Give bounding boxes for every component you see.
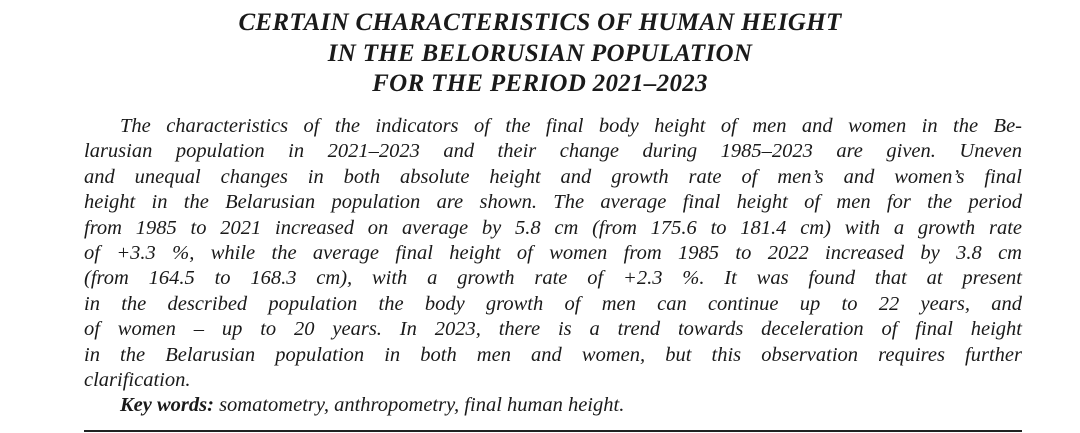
abstract-line: The characteristics of the indicators of the final body height of men and women in the Be-	[120, 115, 1022, 137]
abstract-line: height in the Belarusian population are shown. The average final height of men for the period	[84, 191, 1022, 214]
abstract-line: and unequal changes in both absolute height and growth rate of men’s and women’s final	[84, 165, 1022, 188]
keywords-label: Key words:	[120, 394, 214, 417]
paper-title	[0, 8, 1080, 100]
abstract-line: in the described population the body growth of men can continue up to 22 years, and	[84, 292, 1022, 315]
abstract	[84, 114, 1022, 419]
abstract-line: in the Belarusian population in both men and women, but this observation requires further	[84, 343, 1022, 366]
divider-rule	[84, 430, 1022, 432]
keywords	[84, 393, 1022, 418]
abstract-line: from 1985 to 2021 increased on average by 5.8 cm (from 175.6 to 181.4 cm) with a growth rate	[84, 216, 1022, 239]
keywords-text: somatometry, anthropometry, final human height.	[213, 394, 625, 417]
title-line: IN THE BELORUSIAN POPULATION	[327, 39, 753, 67]
abstract-line: larusian population in 2021–2023 and their change during 1985–2023 are given. Uneven	[84, 140, 1022, 163]
abstract-line: of women – up to 20 years. In 2023, there is a trend towards deceleration of final height	[84, 318, 1022, 341]
abstract-line: (from 164.5 to 168.3 cm), with a growth rate of +2.3 %. It was found that at present	[84, 267, 1022, 290]
abstract-line: clarification.	[84, 369, 191, 392]
title-line: CERTAIN CHARACTERISTICS OF HUMAN HEIGHT	[238, 9, 842, 36]
title-line: FOR THE PERIOD 2021–2023	[372, 70, 708, 97]
abstract-line: of +3.3 %, while the average final height of women from 1985 to 2022 increased by 3.8 cm	[84, 242, 1022, 265]
